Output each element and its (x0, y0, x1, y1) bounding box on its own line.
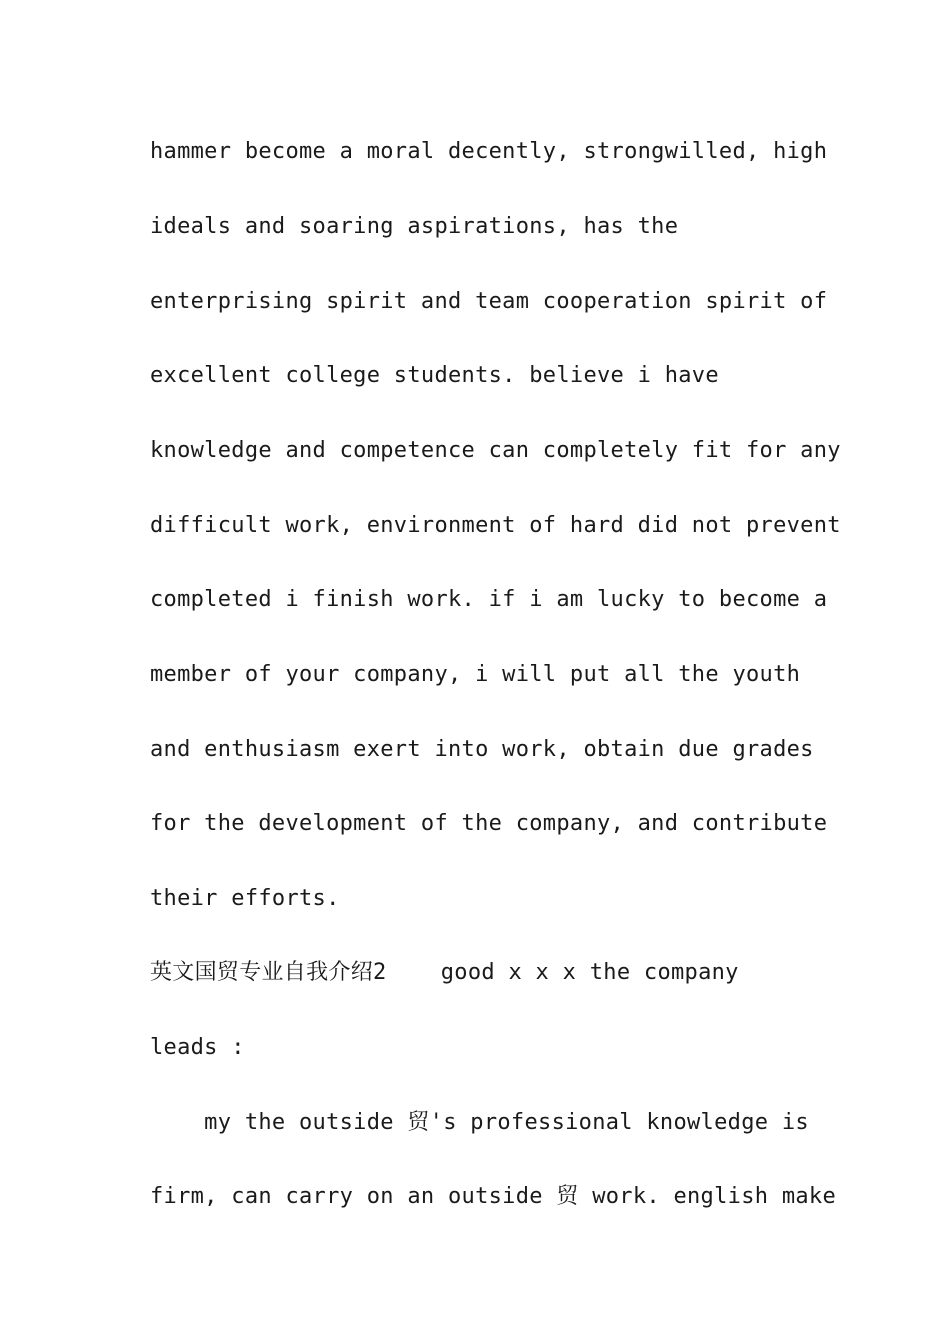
paragraph-line-15: firm, can carry on an outside 贸 work. english make (150, 1184, 837, 1209)
paragraph-line-7: completed i finish work. if i am lucky to become a (150, 587, 828, 612)
paragraph-line-10: for the development of the company, and contribute (150, 811, 828, 836)
paragraph-line-14: my the outside 贸's professional knowledge is (150, 1110, 809, 1135)
section-heading-line: 英文国贸专业自我介绍2 good x x x the company (150, 960, 739, 985)
paragraph-line-8: member of your company, i will put all the youth (150, 662, 801, 687)
paragraph-line-9: and enthusiasm exert into work, obtain due grades (150, 737, 814, 762)
paragraph-line-4: excellent college students. believe i have (150, 363, 719, 388)
paragraph-line-2: ideals and soaring aspirations, has the (150, 214, 679, 239)
paragraph-line-11: their efforts. (150, 886, 340, 911)
paragraph-line-6: difficult work, environment of hard did not prevent (150, 513, 841, 538)
paragraph-line-13: leads : (150, 1035, 245, 1060)
paragraph-line-1: hammer become a moral decently, strongwilled, high (150, 139, 828, 164)
paragraph-line-5: knowledge and competence can completely fit for any (150, 438, 841, 463)
paragraph-line-3: enterprising spirit and team cooperation spirit of (150, 289, 828, 314)
